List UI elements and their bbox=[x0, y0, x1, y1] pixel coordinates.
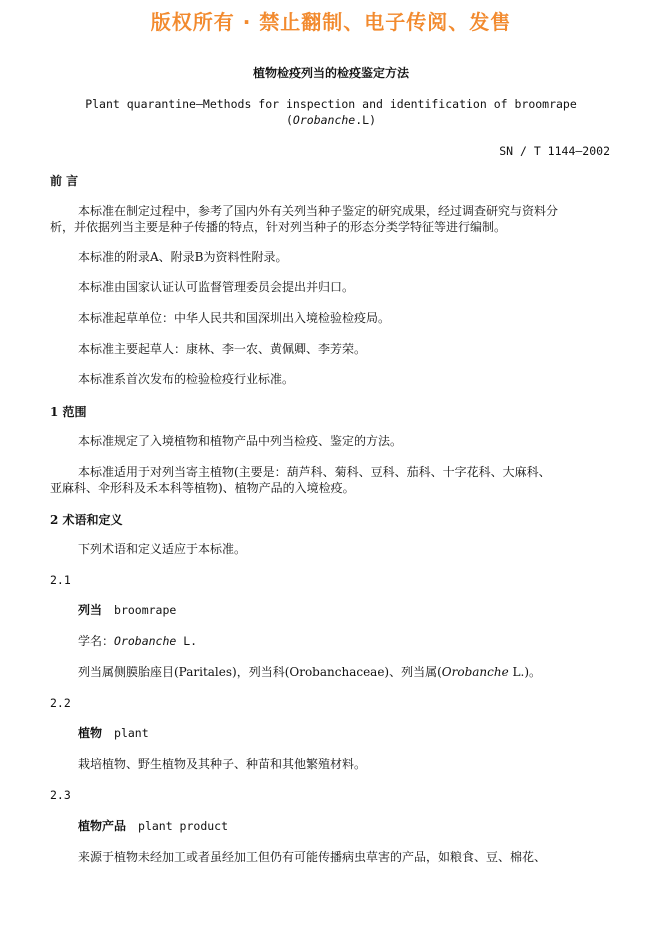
term-2-2-cn: 植物 bbox=[78, 726, 103, 740]
sci-label: 学名： bbox=[78, 634, 115, 648]
term-2-1-scientific-name bbox=[78, 634, 197, 649]
english-title bbox=[0, 96, 662, 128]
term-2-3-cn: 植物产品 bbox=[78, 819, 127, 833]
english-title-line1: Plant quarantine—Methods for inspection and identification of broomrape bbox=[85, 97, 577, 111]
term-2-3-title bbox=[78, 819, 228, 834]
desc-prefix: 列当属侧膜胎座目(Paritales)，列当科(Orobanchaceae)、列当属( bbox=[78, 665, 442, 679]
term-2-1-number: 2.1 bbox=[50, 573, 71, 587]
foreword-paragraph-5: 本标准主要起草人：康林、李一农、黄佩卿、李芳荣。 bbox=[78, 342, 367, 356]
document-title: 植物检疫列当的检疫鉴定方法 bbox=[252, 66, 409, 80]
desc-genus: Orobanche bbox=[441, 665, 509, 679]
term-2-2-en: plant bbox=[114, 726, 149, 740]
term-2-1-cn: 列当 bbox=[78, 603, 103, 617]
standard-number: SN / T 1144—2002 bbox=[499, 144, 610, 158]
foreword-paragraph-3: 本标准由国家认证认可监督管理委员会提出并归口。 bbox=[78, 280, 355, 294]
foreword-paragraph-1-line-2: 析，并依据列当主要是种子传播的特点，针对列当种子的形态分类学特征等进行编制。 bbox=[50, 220, 507, 234]
term-2-3-description: 来源于植物未经加工或者虽经加工但仍有可能传播病虫草害的产品，如粮食、豆、棉花、 bbox=[78, 850, 547, 864]
paren-open: ( bbox=[285, 113, 293, 127]
term-2-3-number: 2.3 bbox=[50, 788, 71, 802]
scientific-name: Orobanche bbox=[292, 113, 356, 127]
term-2-1-title bbox=[78, 603, 176, 618]
section-1-heading: 1 范围 bbox=[50, 405, 87, 419]
term-2-2-number: 2.2 bbox=[50, 696, 71, 710]
foreword-paragraph-6: 本标准系首次发布的检验检疫行业标准。 bbox=[78, 372, 295, 386]
section-1-paragraph-1: 本标准规定了入境植物和植物产品中列当检疫、鉴定的方法。 bbox=[78, 434, 403, 448]
foreword-heading: 前 言 bbox=[50, 174, 79, 188]
section-1-paragraph-2-line-2: 亚麻科、伞形科及禾本科等植物)、植物产品的入境检疫。 bbox=[50, 481, 355, 495]
term-2-1-en: broomrape bbox=[114, 603, 177, 617]
section-2-heading: 2 术语和定义 bbox=[50, 513, 123, 527]
sci-genus: Orobanche bbox=[114, 634, 177, 648]
foreword-paragraph-1-line-1: 本标准在制定过程中，参考了国内外有关列当种子鉴定的研究成果，经过调查研究与资料分 bbox=[78, 204, 559, 218]
sci-author: L. bbox=[176, 634, 198, 648]
foreword-paragraph-2: 本标准的附录A、附录B为资料性附录。 bbox=[78, 250, 288, 264]
section-1-paragraph-2-line-1: 本标准适用于对列当寄主植物(主要是：葫芦科、菊科、豆科、茄科、十字花科、大麻科、 bbox=[78, 465, 551, 479]
term-2-2-description: 栽培植物、野生植物及其种子、种苗和其他繁殖材料。 bbox=[78, 757, 367, 771]
copyright-banner: 版权所有 · 禁止翻制、电子传阅、发售 bbox=[150, 10, 512, 34]
section-2-intro: 下列术语和定义适应于本标准。 bbox=[78, 542, 247, 556]
paren-close: .L) bbox=[355, 113, 377, 127]
desc-suffix: L.)。 bbox=[508, 665, 541, 679]
english-title-line2 bbox=[0, 112, 662, 128]
foreword-paragraph-4: 本标准起草单位：中华人民共和国深圳出入境检验检疫局。 bbox=[78, 311, 391, 325]
term-2-1-description bbox=[78, 665, 541, 680]
term-2-3-en: plant product bbox=[138, 819, 229, 833]
term-2-2-title bbox=[78, 726, 149, 741]
